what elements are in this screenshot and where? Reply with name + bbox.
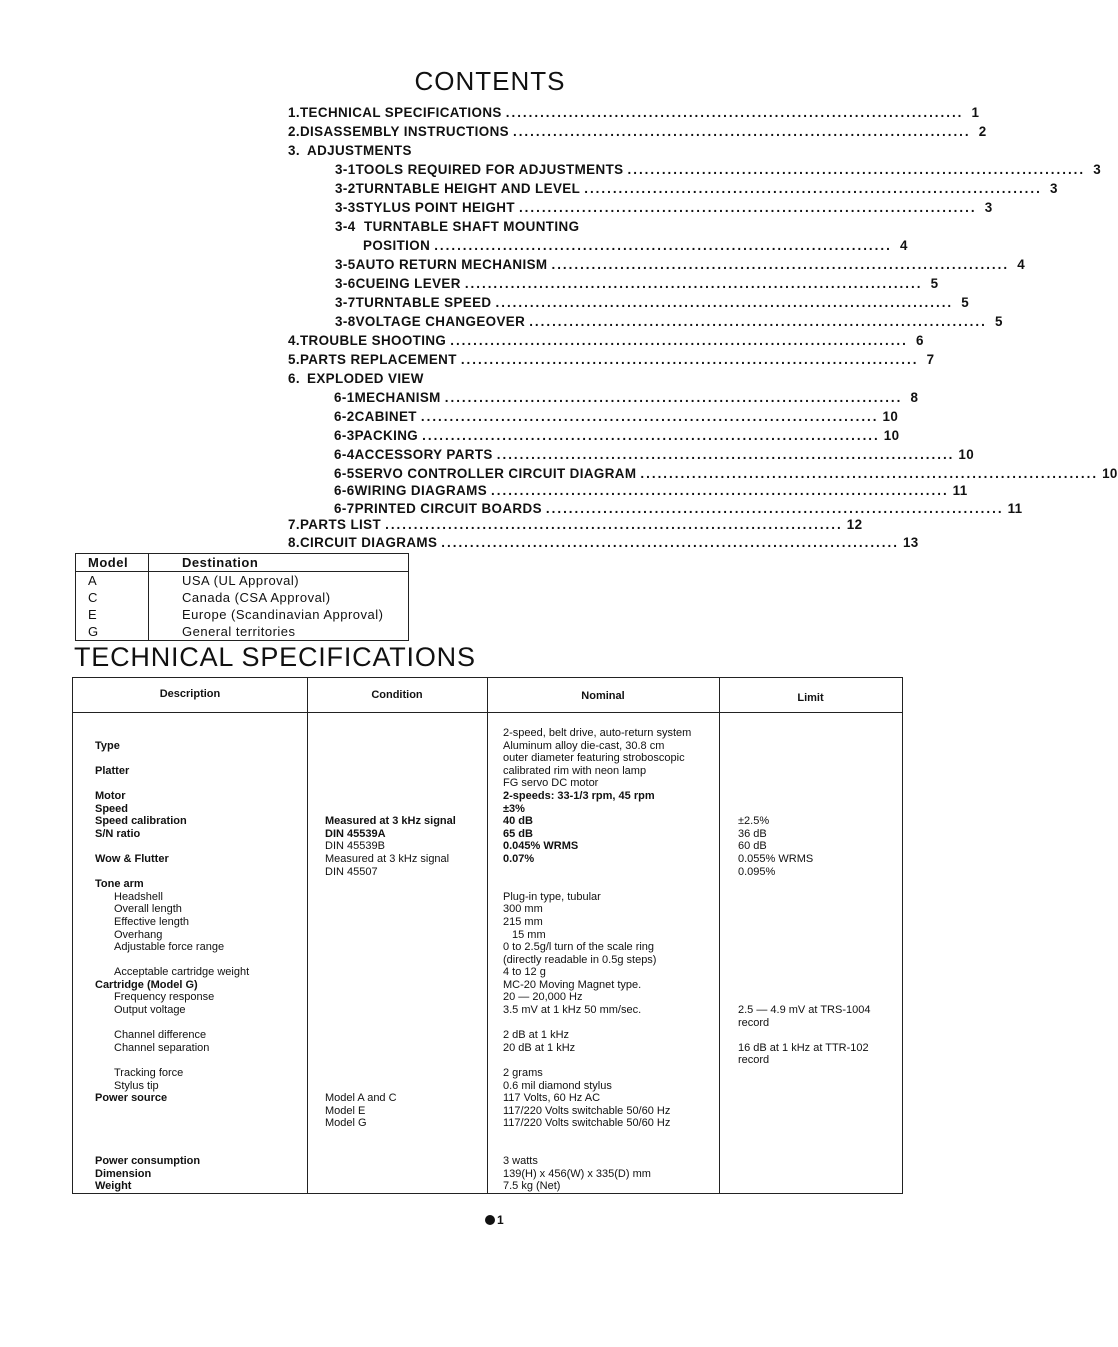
toc-entry-label: TURNTABLE SHAFT MOUNTING [364, 219, 580, 234]
spec-condition [325, 903, 456, 916]
table-row [76, 589, 409, 606]
toc-entry-label: VOLTAGE CHANGEOVER [355, 314, 526, 329]
toc-entry-label: TECHNICAL SPECIFICATIONS [299, 105, 502, 120]
toc-leader-dots: ................................................................................ [441, 535, 899, 550]
spec-nominal: 215 mm [503, 915, 543, 928]
toc-entry-page: 1 [971, 105, 980, 120]
toc-leader-dots: ................................................................................ [420, 409, 879, 424]
toc-leader-dots: ................................................................................ [495, 295, 954, 310]
model-code: C [76, 589, 149, 606]
destination-header: Destination [149, 554, 409, 572]
spec-description [95, 1054, 249, 1067]
spec-limit: 2.5 — 4.9 mV at TRS-1004 [738, 1004, 871, 1017]
spec-nominal: (directly readable in 0.5g steps) [503, 953, 657, 966]
toc-leader-dots: ................................................................................ [444, 390, 903, 405]
toc-entry [288, 333, 924, 348]
toc-entry-number: 3-2 [335, 181, 356, 196]
spec-nominal: outer diameter featuring stroboscopic [503, 752, 685, 765]
spec-nominal: MC-20 Moving Magnet type. [503, 978, 642, 991]
contents-title: CONTENTS [414, 66, 566, 96]
toc-entry-page: 10 [882, 409, 899, 424]
model-header: Model [76, 554, 149, 572]
spec-condition [325, 954, 456, 967]
spec-nominal: 117/220 Volts switchable 50/60 Hz [503, 1104, 671, 1117]
spec-condition [325, 929, 456, 942]
destination-table [75, 553, 409, 641]
spec-nominal: calibrated rim with neon lamp [503, 764, 647, 777]
spec-condition: DIN 45539A [325, 827, 386, 840]
toc-entry [288, 352, 935, 367]
toc-entry-label: SERVO CONTROLLER CIRCUIT DIAGRAM [354, 466, 637, 481]
spec-nominal [503, 878, 691, 891]
toc-entry-number: 3-6 [335, 276, 356, 291]
page-number: 1 [485, 1213, 504, 1227]
toc-entry-label: TOOLS REQUIRED FOR ADJUSTMENTS [355, 162, 624, 177]
spec-description: Tracking force [114, 1067, 184, 1080]
spec-limit: 60 dB [738, 840, 767, 853]
spec-description: Headshell [114, 890, 163, 903]
spec-description: Acceptable cartridge weight [114, 966, 250, 979]
toc-entry-number: 3. [288, 143, 300, 158]
spec-condition [325, 916, 456, 929]
condition-column [325, 727, 456, 1130]
toc-entry-page: 8 [910, 390, 919, 405]
toc-leader-dots: ................................................................................ [422, 428, 880, 443]
toc-leader-dots: ................................................................................ [545, 501, 1004, 516]
spec-description: Speed [95, 802, 129, 815]
spec-nominal [503, 866, 691, 879]
toc-entry-page: 5 [994, 314, 1003, 329]
toc-entry-page: 12 [846, 517, 863, 532]
toc-entry [334, 501, 1023, 516]
column-divider [307, 678, 308, 1193]
spec-limit [738, 803, 870, 816]
spec-limit [738, 1029, 870, 1042]
spec-limit [738, 979, 870, 992]
spec-nominal: 15 mm [512, 928, 546, 941]
spec-description [95, 1143, 249, 1156]
toc-entry [335, 200, 993, 215]
spec-nominal: 117 Volts, 60 Hz AC [503, 1092, 601, 1105]
spec-title: TECHNICAL SPECIFICATIONS [74, 642, 476, 672]
destination-name: General territories [149, 623, 409, 641]
spec-nominal: 20 dB at 1 kHz [503, 1041, 576, 1054]
spec-description: Channel separation [114, 1041, 210, 1054]
column-divider [719, 678, 720, 1193]
toc-entry-label: WIRING DIAGRAMS [354, 483, 488, 498]
spec-nominal: 2 dB at 1 kHz [503, 1029, 570, 1042]
spec-limit [738, 765, 870, 778]
spec-limit: 0.055% WRMS [738, 852, 814, 865]
toc-entry [334, 390, 919, 405]
toc-entry-number: 7. [288, 517, 300, 532]
spec-description [95, 1105, 249, 1118]
spec-nominal: 4 to 12 g [503, 966, 546, 979]
toc-entry [335, 257, 1026, 272]
toc-entry-label: ACCESSORY PARTS [354, 447, 493, 462]
spec-condition [325, 727, 456, 740]
toc-entry-number: 3-3 [335, 200, 356, 215]
toc-entry [334, 447, 975, 462]
spec-description [95, 752, 249, 765]
toc-leader-dots: ................................................................................ [464, 276, 923, 291]
nominal-header: Nominal [581, 690, 625, 702]
toc-entry-label: STYLUS POINT HEIGHT [355, 200, 515, 215]
spec-description: Power consumption [95, 1155, 201, 1168]
table-row [76, 623, 409, 641]
spec-limit [738, 991, 870, 1004]
nominal-column [503, 727, 691, 1193]
toc-entry-label: TURNTABLE HEIGHT AND LEVEL [355, 181, 581, 196]
spec-condition [325, 991, 456, 1004]
spec-description: S/N ratio [95, 827, 141, 840]
model-code: A [76, 572, 149, 590]
toc-entry-page: 10 [1102, 466, 1118, 481]
toc-entry-page: 3 [984, 200, 993, 215]
spec-condition [325, 803, 456, 816]
destination-name: USA (UL Approval) [149, 572, 409, 590]
toc-leader-dots: ................................................................................ [551, 257, 1010, 272]
spec-nominal: 65 dB [503, 827, 533, 840]
toc-entry [288, 371, 696, 386]
spec-limit: 16 dB at 1 kHz at TTR-102 [738, 1041, 869, 1054]
toc-leader-dots: ................................................................................ [385, 517, 843, 532]
description-header: Description [159, 688, 221, 700]
toc-entry [288, 105, 980, 120]
spec-nominal: 3 watts [503, 1155, 538, 1168]
spec-condition [325, 966, 456, 979]
spec-description [95, 866, 249, 879]
spec-nominal: 0.045% WRMS [503, 840, 579, 853]
spec-description: Channel difference [114, 1029, 207, 1042]
toc-entry-number: 3-7 [335, 295, 356, 310]
toc-entry-page: 7 [926, 352, 935, 367]
toc-entry-number: 6-7 [334, 501, 355, 516]
column-divider [487, 678, 488, 1193]
toc-entry [335, 181, 1058, 196]
spec-condition: Measured at 3 kHz signal [325, 852, 450, 865]
toc-entry [335, 295, 970, 310]
spec-condition [325, 1080, 456, 1093]
toc-entry-number: 3-4 [335, 219, 356, 234]
toc-entry-number: 8. [288, 535, 300, 550]
toc-leader-dots: ................................................................................ [505, 105, 964, 120]
spec-nominal: 0.07% [503, 852, 535, 865]
spec-condition [325, 1004, 456, 1017]
toc-entry-label: PARTS REPLACEMENT [299, 352, 457, 367]
spec-condition [325, 1054, 456, 1067]
spec-nominal: 2-speeds: 33-1/3 rpm, 45 rpm [503, 789, 655, 802]
toc-entry [334, 428, 900, 443]
toc-entry-label: PACKING [354, 428, 419, 443]
destination-name: Europe (Scandinavian Approval) [149, 606, 409, 623]
spec-limit [738, 878, 870, 891]
toc-entry-label: AUTO RETURN MECHANISM [355, 257, 548, 272]
spec-nominal: 0 to 2.5g/l turn of the scale ring [503, 941, 655, 954]
toc-entry [288, 517, 863, 532]
spec-condition [325, 1042, 456, 1055]
toc-entry-label: CUEING LEVER [355, 276, 461, 291]
toc-entry-page: 3 [1050, 181, 1058, 196]
spec-condition [325, 1017, 456, 1030]
spec-limit: 0.095% [738, 865, 776, 878]
spec-nominal [503, 1017, 691, 1030]
spec-limit [738, 941, 870, 954]
spec-description [95, 840, 249, 853]
spec-limit [738, 727, 870, 740]
toc-entry [288, 535, 919, 550]
spec-description: Tone arm [95, 878, 144, 891]
toc-leader-dots: ................................................................................ [496, 447, 955, 462]
spec-nominal [503, 1130, 691, 1143]
spec-condition [325, 878, 456, 891]
toc-entry-label: DISASSEMBLY INSTRUCTIONS [299, 124, 509, 139]
spec-nominal: 2 grams [503, 1067, 543, 1080]
spec-condition: DIN 45539B [325, 840, 385, 853]
spec-description: Weight [95, 1180, 132, 1193]
spec-description [95, 954, 249, 967]
header-divider [73, 712, 902, 713]
spec-limit [738, 777, 870, 790]
toc-leader-dots: ................................................................................ [518, 200, 977, 215]
toc-entry [335, 276, 939, 291]
spec-description: Adjustable force range [114, 941, 225, 954]
spec-description: Dimension [95, 1167, 152, 1180]
spec-limit [738, 916, 870, 929]
toc-entry-number: 6-4 [334, 447, 355, 462]
spec-nominal: 40 dB [503, 815, 533, 828]
spec-condition: Model E [325, 1104, 366, 1117]
toc-entry-number: 6-1 [334, 390, 355, 405]
spec-nominal: 3.5 mV at 1 kHz 50 mm/sec. [503, 1004, 642, 1017]
spec-nominal: 20 — 20,000 Hz [503, 991, 583, 1004]
toc-leader-dots: ................................................................................ [434, 238, 892, 253]
spec-description [95, 777, 249, 790]
spec-condition [325, 765, 456, 778]
spec-nominal [503, 1054, 691, 1067]
toc-entry-number: 6-6 [334, 483, 355, 498]
table-row [76, 606, 409, 623]
spec-condition [325, 979, 456, 992]
spec-condition: Model A and C [325, 1092, 397, 1105]
toc-leader-dots: ................................................................................ [640, 466, 1099, 481]
toc-entry [288, 124, 987, 139]
model-code: G [76, 623, 149, 641]
toc-entry-page: 5 [961, 295, 970, 310]
toc-entry-page: 4 [1017, 257, 1026, 272]
spec-condition [325, 777, 456, 790]
toc-entry-label: POSITION [363, 238, 431, 253]
spec-description: Overhang [114, 928, 163, 941]
toc-entry-page: 4 [899, 238, 908, 253]
toc-entry-label: EXPLODED VIEW [307, 371, 424, 386]
spec-description: Motor [95, 789, 126, 802]
toc-entry-page: 13 [902, 535, 919, 550]
toc-entry-number: 3-5 [335, 257, 356, 272]
spec-condition [325, 740, 456, 753]
spec-limit [738, 929, 870, 942]
condition-header: Condition [371, 689, 423, 701]
spec-limit [738, 790, 870, 803]
toc-entry [334, 483, 968, 498]
toc-entry-number: 6-3 [334, 428, 355, 443]
toc-entry [334, 409, 899, 424]
toc-entry [335, 219, 696, 234]
spec-nominal: Plug-in type, tubular [503, 890, 601, 903]
spec-condition [325, 891, 456, 904]
toc-entry-page: 3 [1093, 162, 1102, 177]
limit-column [738, 727, 870, 1067]
spec-condition [325, 941, 456, 954]
toc-leader-dots: ................................................................................ [491, 483, 949, 498]
spec-description: Frequency response [114, 991, 215, 1004]
spec-limit [738, 891, 870, 904]
toc-entry-page: 5 [930, 276, 939, 291]
toc-leader-dots: ................................................................................ [460, 352, 919, 367]
toc-entry-page: 11 [1007, 501, 1023, 516]
spec-description [95, 1130, 249, 1143]
spec-description: Power source [95, 1092, 168, 1105]
toc-entry-page: 10 [883, 428, 900, 443]
spec-limit [738, 903, 870, 916]
spec-description [95, 1017, 249, 1030]
spec-limit [738, 966, 870, 979]
toc-entry [288, 143, 696, 158]
toc-entry-number: 5. [288, 352, 300, 367]
toc-entry-label: PRINTED CIRCUIT BOARDS [354, 501, 542, 516]
toc-entry-label: MECHANISM [354, 390, 441, 405]
spec-condition [325, 752, 456, 765]
spec-nominal [503, 1143, 691, 1156]
spec-nominal: 2-speed, belt drive, auto-return system [503, 727, 692, 739]
spec-description: Output voltage [114, 1004, 186, 1017]
spec-description: Speed calibration [95, 815, 187, 828]
toc-entry-page: 2 [978, 124, 987, 139]
spec-condition: Measured at 3 kHz signal [325, 815, 456, 828]
spec-nominal: 7.5 kg (Net) [503, 1180, 561, 1193]
toc-leader-dots: ................................................................................ [512, 124, 971, 139]
toc-entry [363, 238, 908, 253]
toc-entry-label: CABINET [354, 409, 417, 424]
model-code: E [76, 606, 149, 623]
spec-nominal: ±3% [503, 802, 525, 815]
limit-header: Limit [797, 692, 824, 704]
spec-limit [738, 740, 870, 753]
description-column [95, 727, 249, 1193]
spec-nominal: 300 mm [503, 903, 543, 916]
toc-entry-number: 6-2 [334, 409, 355, 424]
toc-entry [335, 162, 1102, 177]
toc-entry-label: PARTS LIST [299, 517, 382, 532]
spec-description: Stylus tip [114, 1079, 159, 1092]
toc-entry-page: 10 [958, 447, 975, 462]
spec-description: Platter [95, 764, 130, 777]
toc-entry-number: 1. [288, 105, 300, 120]
spec-condition: Model G [325, 1117, 367, 1130]
spec-nominal: FG servo DC motor [503, 777, 599, 790]
destination-header-row [76, 554, 409, 572]
spec-description: Type [95, 739, 120, 752]
toc-entry-number: 2. [288, 124, 300, 139]
spec-condition [325, 1067, 456, 1080]
toc-entry-number: 3-8 [335, 314, 356, 329]
toc-entry [335, 314, 1003, 329]
toc-entry [334, 466, 1118, 481]
spec-limit: ±2.5% [738, 815, 770, 828]
table-row [76, 572, 409, 590]
spec-condition [325, 1029, 456, 1042]
spec-condition [325, 790, 456, 803]
spec-description: Wow & Flutter [95, 852, 169, 865]
toc-entry-number: 6. [288, 371, 300, 386]
spec-description [95, 727, 249, 740]
toc-leader-dots: ................................................................................ [450, 333, 908, 348]
toc-entry-page: 11 [952, 483, 968, 498]
toc-entry-label: ADJUSTMENTS [307, 143, 412, 158]
toc-entry-label: TROUBLE SHOOTING [299, 333, 447, 348]
toc-leader-dots: ................................................................................ [529, 314, 987, 329]
toc-entry-number: 6-5 [334, 466, 355, 481]
toc-leader-dots: ................................................................................ [584, 181, 1042, 196]
toc-entry-number: 3-1 [335, 162, 356, 177]
spec-nominal: 117/220 Volts switchable 50/60 Hz [503, 1117, 671, 1130]
spec-limit: record [738, 1054, 770, 1067]
toc-entry-label: CIRCUIT DIAGRAMS [299, 535, 438, 550]
toc-entry-number: 4. [288, 333, 300, 348]
spec-nominal: 139(H) x 456(W) x 335(D) mm [503, 1167, 651, 1180]
spec-limit [738, 752, 870, 765]
spec-description: Effective length [114, 915, 190, 928]
bullet-icon [485, 1215, 495, 1225]
spec-description: Cartridge (Model G) [95, 978, 198, 991]
toc-entry-page: 6 [916, 333, 924, 348]
spec-limit: 36 dB [738, 827, 767, 840]
spec-limit: record [738, 1016, 770, 1029]
spec-nominal: Aluminum alloy die-cast, 30.8 cm [503, 739, 665, 752]
spec-limit [738, 954, 870, 967]
spec-table [72, 677, 903, 1194]
toc-leader-dots: ................................................................................ [627, 162, 1086, 177]
spec-nominal: 0.6 mil diamond stylus [503, 1079, 612, 1092]
destination-name: Canada (CSA Approval) [149, 589, 409, 606]
spec-description [95, 1117, 249, 1130]
spec-description: Overall length [114, 903, 182, 916]
toc-entry-label: TURNTABLE SPEED [355, 295, 492, 310]
spec-condition: DIN 45507 [325, 865, 378, 878]
